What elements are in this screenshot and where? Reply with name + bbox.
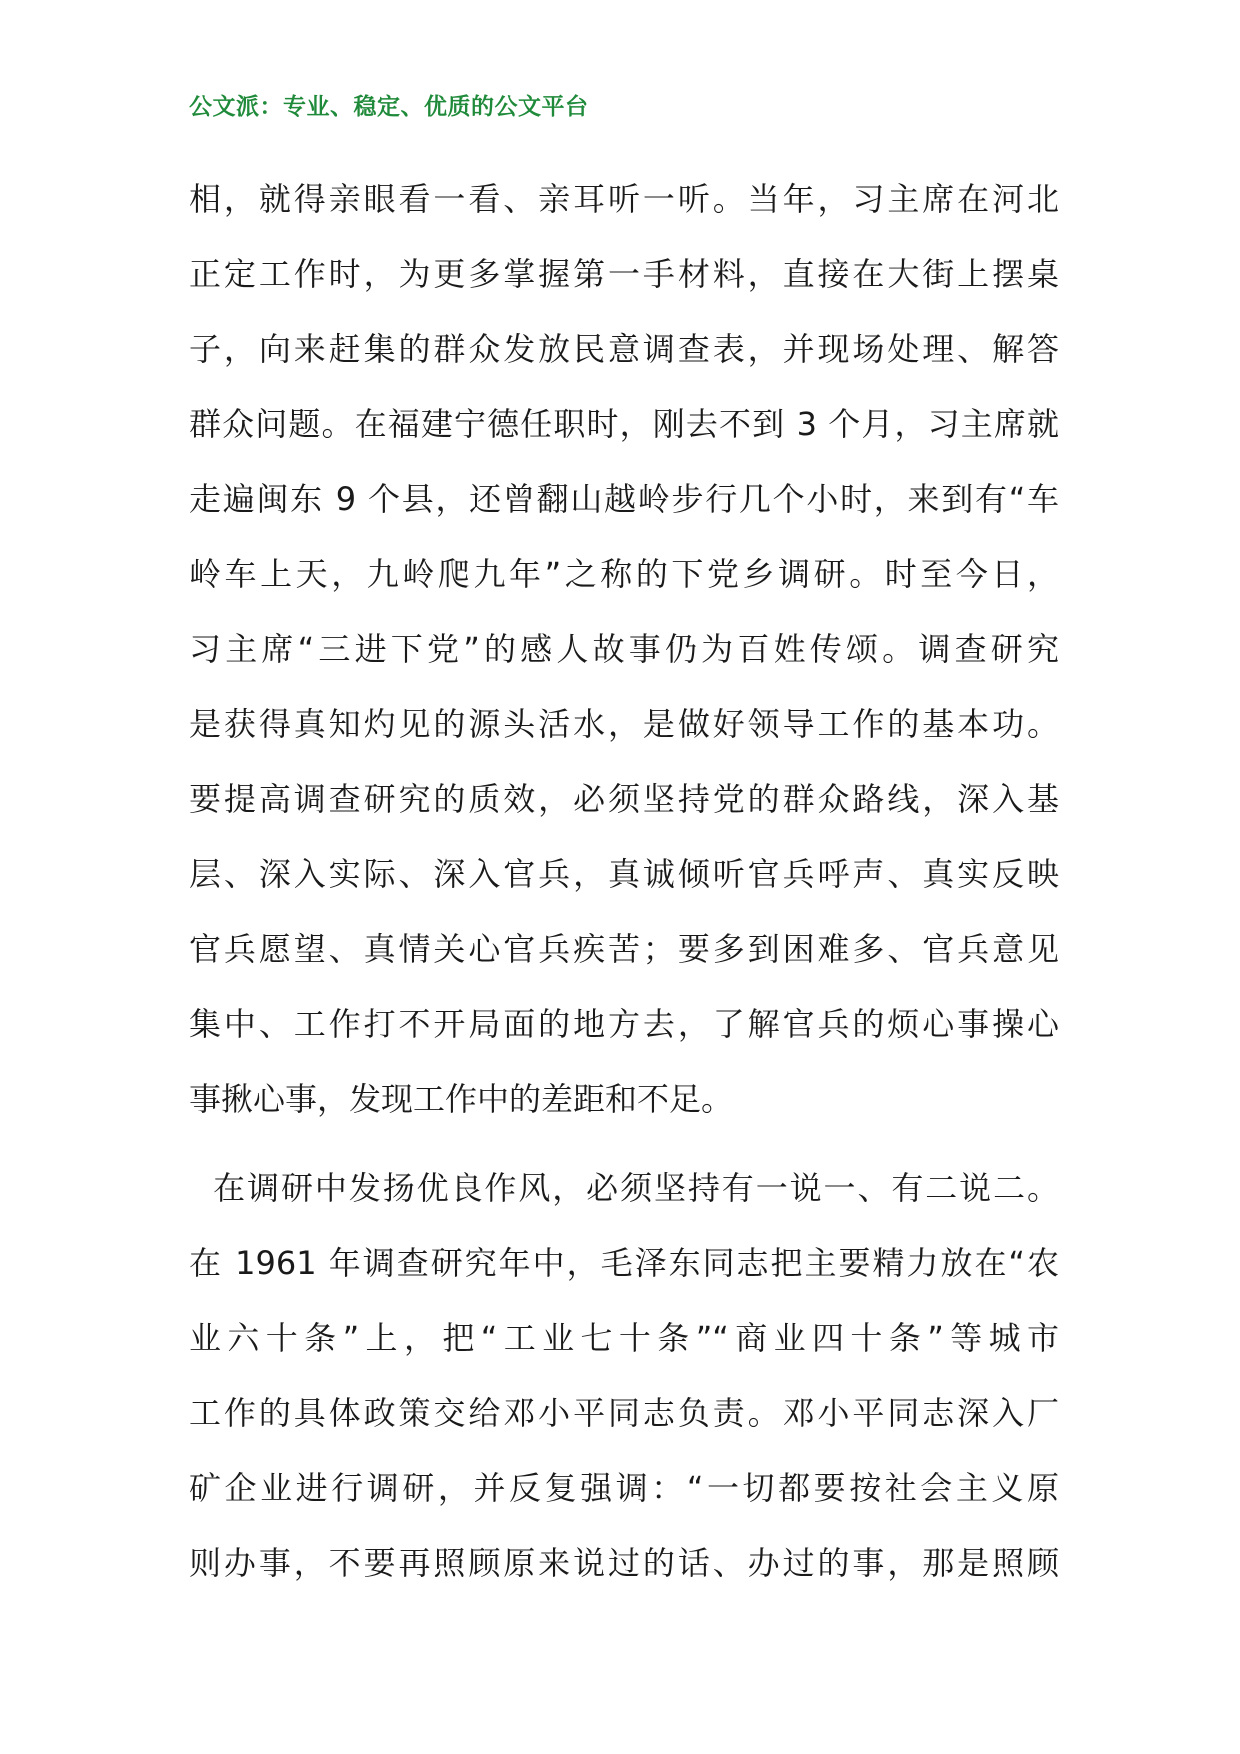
text-line: 业六十条”上，把“工业七十条”“商业四十条”等城市 xyxy=(189,1319,1059,1357)
text-line: 在调研中发扬优良作风，必须坚持有一说一、有二说二。 xyxy=(189,1169,1059,1207)
text-line: 子，向来赶集的群众发放民意调查表，并现场处理、解答 xyxy=(189,330,1059,368)
paragraph xyxy=(189,162,1059,1137)
paragraph-gap xyxy=(189,1137,1059,1151)
text-line: 官兵愿望、真情关心官兵疾苦；要多到困难多、官兵意见 xyxy=(189,930,1059,968)
text-line: 在 1961 年调查研究年中，毛泽东同志把主要精力放在“农 xyxy=(189,1244,1059,1282)
text-line: 矿企业进行调研，并反复强调：“一切都要按社会主义原 xyxy=(189,1469,1059,1507)
text-line: 集中、工作打不开局面的地方去，了解官兵的烦心事操心 xyxy=(189,1005,1059,1043)
text-line: 群众问题。在福建宁德任职时，刚去不到 3 个月，习主席就 xyxy=(189,405,1059,443)
paragraph xyxy=(189,1151,1059,1601)
text-line: 事揪心事，发现工作中的差距和不足。 xyxy=(189,1080,734,1118)
text-line: 要提高调查研究的质效，必须坚持党的群众路线，深入基 xyxy=(189,780,1059,818)
text-line: 正定工作时，为更多掌握第一手材料，直接在大街上摆桌 xyxy=(189,255,1059,293)
text-line: 走遍闽东 9 个县，还曾翻山越岭步行几个小时，来到有“车 xyxy=(189,480,1059,518)
text-line: 相，就得亲眼看一看、亲耳听一听。当年，习主席在河北 xyxy=(189,180,1059,218)
text-line: 是获得真知灼见的源头活水，是做好领导工作的基本功。 xyxy=(189,705,1059,743)
text-line: 层、深入实际、深入官兵，真诚倾听官兵呼声、真实反映 xyxy=(189,855,1059,893)
text-line: 工作的具体政策交给邓小平同志负责。邓小平同志深入厂 xyxy=(189,1394,1059,1432)
text-line: 则办事，不要再照顾原来说过的话、办过的事，那是照顾 xyxy=(189,1544,1059,1582)
text-line: 岭车上天，九岭爬九年”之称的下党乡调研。时至今日， xyxy=(189,555,1059,593)
page-header-title: 公文派：专业、稳定、优质的公文平台 xyxy=(189,94,589,120)
text-line: 习主席“三进下党”的感人故事仍为百姓传颂。调查研究 xyxy=(189,630,1059,668)
document-body xyxy=(189,162,1059,1601)
